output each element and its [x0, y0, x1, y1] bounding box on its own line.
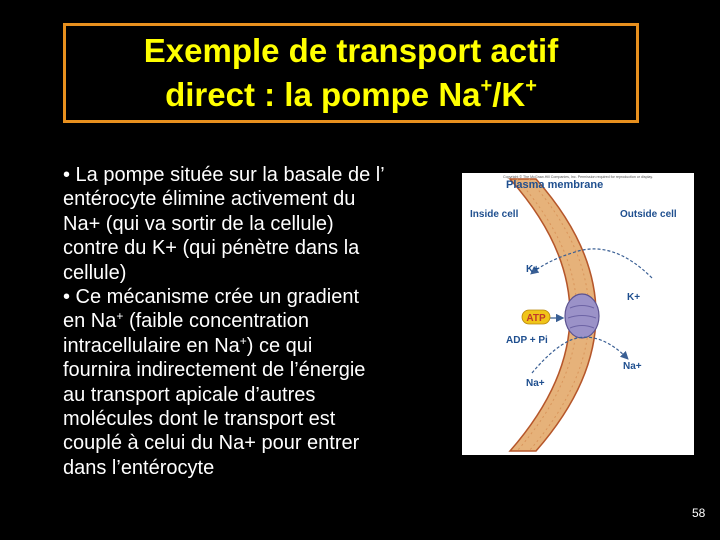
body-line: dans l’entérocyte: [63, 456, 215, 479]
slide-title-line-1: Exemple de transport actif: [143, 32, 559, 69]
title-text-k: /K: [492, 76, 526, 113]
na-outside-label: Na+: [623, 361, 642, 372]
body-line: fournira indirectement de l’énergie: [63, 359, 366, 382]
body-line: couplé à celui du Na+ pour entrer: [63, 432, 360, 455]
title-superscript-plus: +: [480, 75, 493, 97]
body-line: [63, 309, 443, 333]
body-fragment: intracellulaire en Na: [63, 334, 240, 357]
inside-cell-label: Inside cell: [470, 209, 519, 220]
superscript-plus: +: [239, 333, 247, 348]
title-superscript-plus-k: +: [525, 75, 537, 97]
body-line: cellule): [63, 261, 127, 284]
title-box: [63, 23, 639, 123]
adp-pi-label: ADP + Pi: [506, 335, 548, 346]
outside-cell-label: Outside cell: [620, 209, 677, 220]
body-line: molécules dont le transport est: [63, 408, 336, 431]
body-line: • Ce mécanisme crée un gradient: [63, 286, 360, 309]
body-line: au transport apicale d’autres: [63, 383, 316, 406]
body-line: entérocyte élimine activement du: [63, 188, 356, 211]
body-text: [63, 163, 443, 535]
body-fragment: ) ce qui: [246, 334, 313, 357]
body-fragment: (faible concentration: [123, 310, 310, 333]
copyright-text: Copyright © The McGraw-Hill Companies, Inc. Permission required for reproduction or display.: [503, 175, 653, 179]
title-text: direct : la pompe Na: [165, 76, 481, 113]
k-in-arrow: [532, 249, 652, 278]
pump-diagram: [462, 173, 694, 455]
k-outside-label: K+: [627, 292, 641, 303]
k-inside-label: K+: [526, 264, 540, 275]
body-line: contre du K+ (qui pénètre dans la: [63, 237, 360, 260]
superscript-plus: +: [116, 309, 124, 324]
atp-label: ATP: [526, 313, 546, 324]
sodium-potassium-pump-figure: [462, 173, 694, 455]
na-inside-label: Na+: [526, 378, 545, 389]
body-line: Na+ (qui va sortir de la cellule): [63, 212, 334, 235]
page-number: 58: [692, 506, 706, 520]
body-fragment: en Na: [63, 310, 117, 333]
slide-title-line-2: [165, 73, 537, 117]
body-line: [63, 334, 443, 358]
plasma-membrane-label: Plasma membrane: [506, 179, 604, 191]
body-line: • La pompe située sur la basale de l’: [63, 164, 385, 186]
